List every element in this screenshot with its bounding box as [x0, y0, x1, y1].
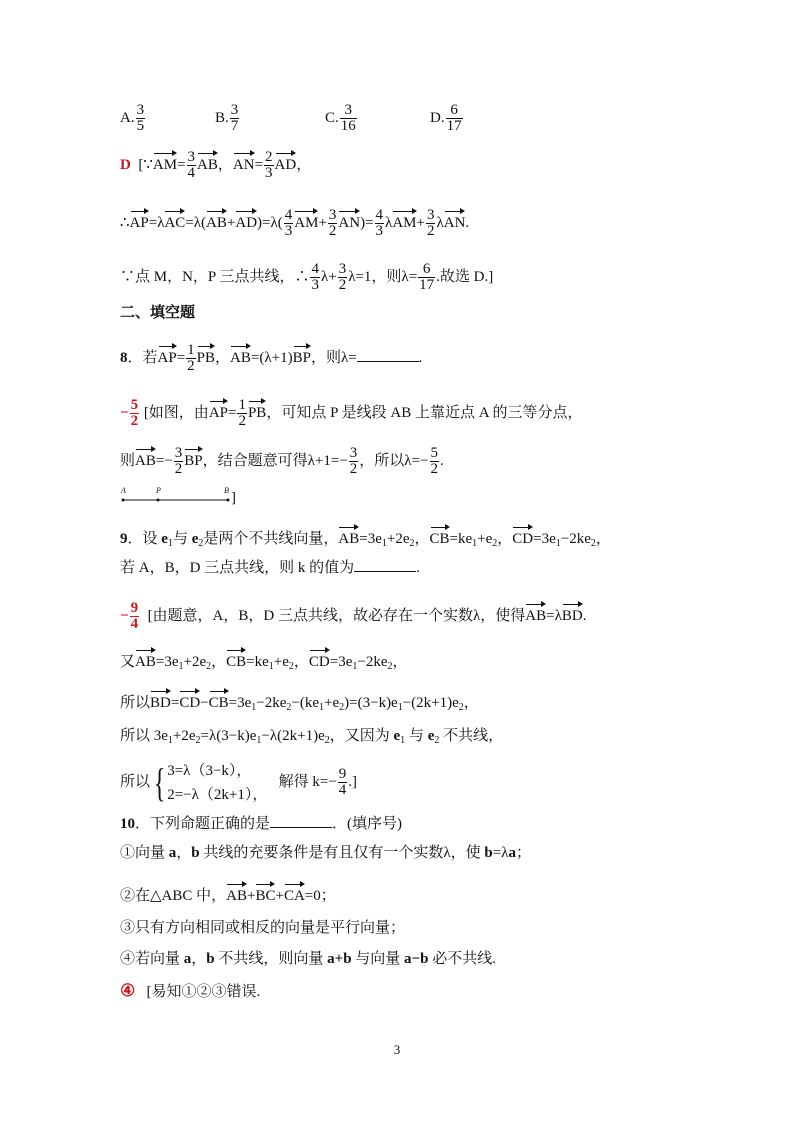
q9-number: 9 — [120, 531, 128, 547]
q9-answer: − $\frac{9}{4}$ — [120, 600, 139, 632]
q7-answer: D — [120, 156, 131, 173]
point-a-label: A — [121, 486, 126, 495]
q8-figure: A P B ] — [121, 486, 236, 506]
q9-exp-line4: 所以 $3e_1+2e_2=\lambda(3-k)e_1-\lambda(2k+1)e_2$，又因为 $e_1$ 与 $e_2$ 不共线， — [120, 728, 504, 746]
section-heading: 二、填空题 — [120, 305, 196, 321]
answer-blank — [270, 813, 332, 828]
point-p-label: P — [156, 486, 161, 495]
q8-stem: 8．若AP= $\frac{1}{2}$ PB，AB=(λ+1)BP，则λ= . — [120, 342, 423, 374]
q8-exp-line2: 则AB=− $\frac{3}{2}$ BP，结合题意可得λ+1=− $\frac{3}{2}$ ，所以λ=− $\frac{5}{2}$ . — [120, 445, 444, 477]
q8-exp-line1: − $\frac{5}{2}$ [如图，由AP= $\frac{1}{2}$ PB，可知点 P 是线段 AB 上靠近点 A 的三等分点， — [120, 397, 583, 429]
q10-answer: ④ — [120, 981, 136, 1000]
q9-exp-line1: − $\frac{9}{4}$ [由题意，A，B，D 三点共线，故必存在一个实数λ，使得AB=λBD. — [120, 600, 587, 632]
q10-stem: 10．下列命题正确的是 ．(填序号) — [120, 813, 402, 834]
q10-item-2: ②在△ABC 中，AB+BC+CA=0； — [120, 888, 336, 904]
q10-item-1: ①向量 a，b 共线的充要条件是有且仅有一个实数λ，使 b=λa； — [120, 845, 531, 861]
option-d: D. $\frac{6}{17}$ — [430, 102, 462, 134]
answer-blank — [354, 557, 416, 572]
q10-exp: ④ [易知①②③错误. — [120, 981, 261, 1000]
q9-exp-line2: 又$AB=3e_1+2e_2$，$CB=ke_1+e_2$，$CD=3e_1-2ke_2$， — [120, 654, 408, 672]
equation-system: 3=λ（3−k）， 2=−λ（2k+1）， — [167, 762, 268, 803]
q7-exp-line2: ∴AP=λAC=λ(AB+AD)=λ( $\frac{4}{3}$ AM+ $\frac{3}{2}$ AN)= $\frac{4}{3}$ λAM+ $\frac{3}{2}$ λAN. — [120, 207, 470, 239]
q7-exp-line1: D [∵AM= $\frac{3}{4}$ AB，AN= $\frac{2}{3}$ AD， — [120, 149, 312, 181]
option-c: C. $\frac{3}{16}$ — [325, 102, 356, 134]
q10-item-3: ③只有方向相同或相反的向量是平行向量； — [120, 920, 406, 936]
q10-item-4: ④若向量 a，b 不共线，则向量 a+b 与向量 a−b 必不共线. — [120, 951, 496, 967]
answer-blank — [357, 347, 419, 362]
q9-exp-line5: 所以{ 3=λ（3−k）， 2=−λ（2k+1）， 解得 k=− $\frac{9}{4}$ .] — [120, 759, 358, 805]
q9-stem-line2: 若 A，B，D 三点共线，则 k 的值为 . — [120, 557, 420, 578]
q8-answer: − $\frac{5}{2}$ — [120, 397, 139, 429]
page-number: 3 — [393, 1042, 401, 1057]
option-b: B. $\frac{3}{7}$ — [215, 102, 239, 134]
q9-stem-line1: 9．设 $e_1$与 $e_2$是两个不共线向量，$AB=3e_1+2e_2$，$CB=ke_1+e_2$，$CD=3e_1-2ke_2$， — [120, 531, 611, 549]
segment-diagram — [120, 486, 230, 506]
q10-number: 10 — [120, 816, 135, 832]
q7-exp-line3: ∵点 M，N，P 三点共线，∴ $\frac{4}{3}$ λ+ $\frac{3}{2}$ λ=1，则λ= $\frac{6}{17}$ .故选 D.] — [120, 261, 494, 293]
q9-exp-line3: 所以$BD=CD-CB=3e_1-2ke_2-(ke_1+e_2)=(3-k)e_1-(2k+1)e_2$， — [120, 695, 479, 713]
q8-number: 8 — [120, 349, 128, 366]
option-a: A. $\frac{3}{5}$ — [120, 102, 145, 134]
point-b-label: B — [224, 486, 229, 495]
